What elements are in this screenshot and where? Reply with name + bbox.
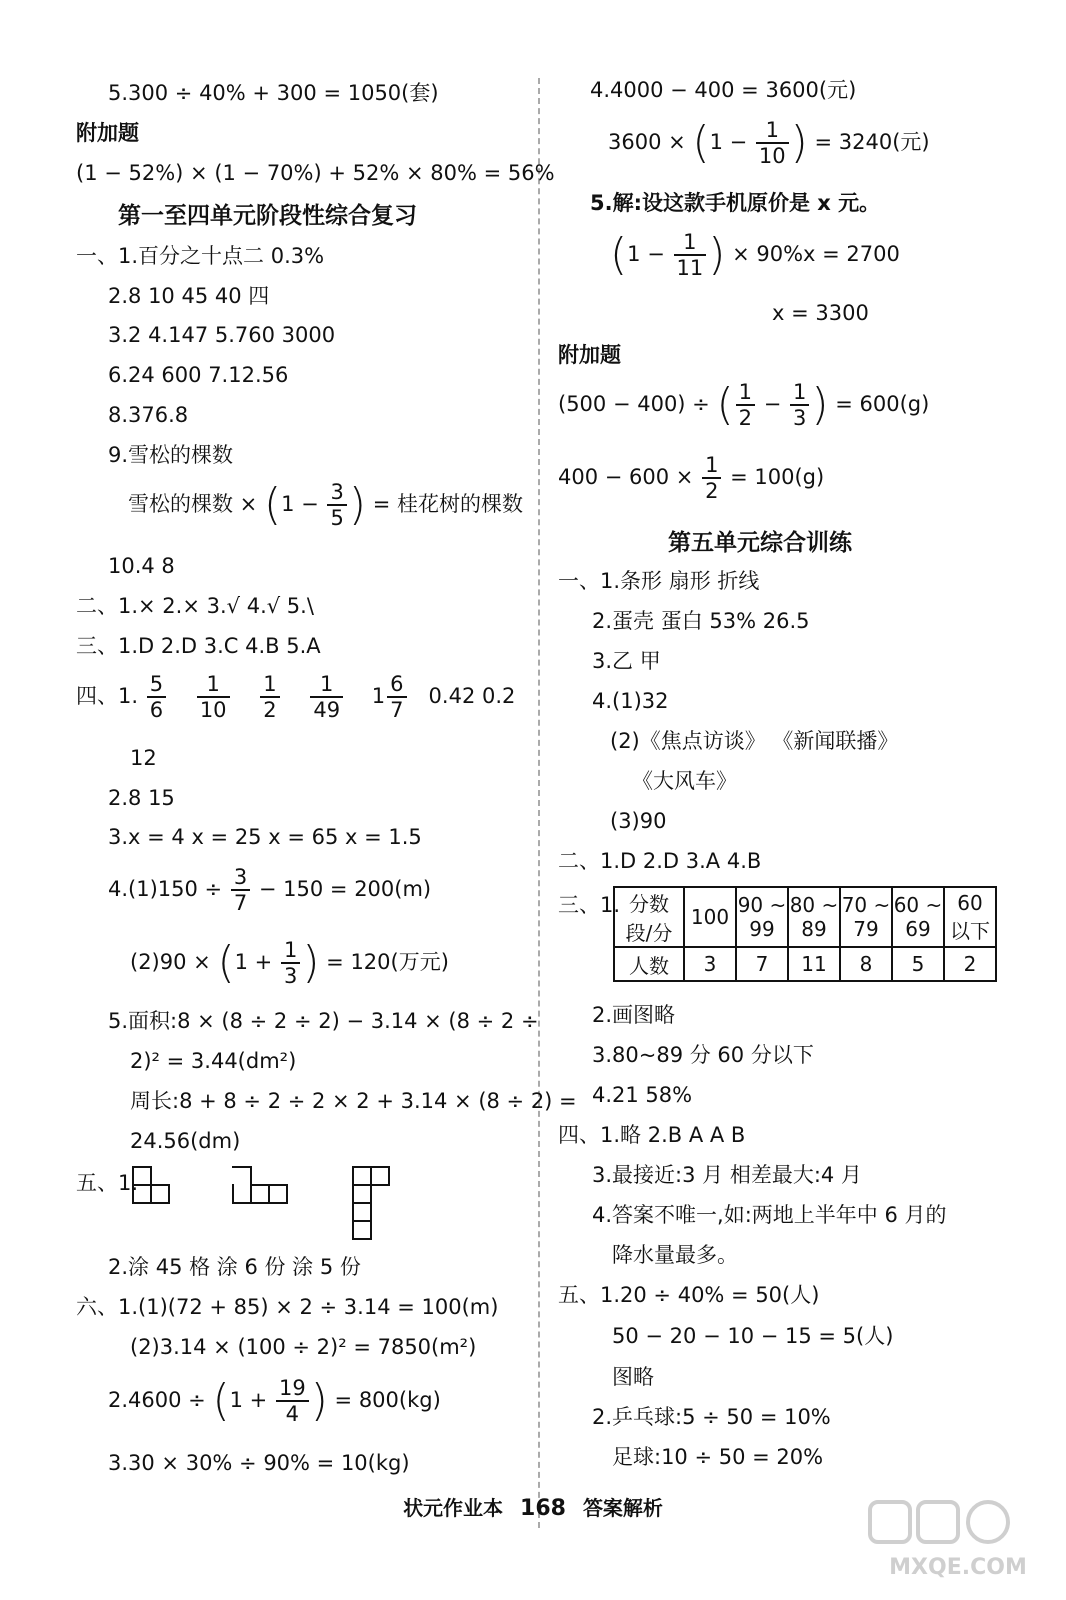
answer-line: 50 − 20 − 10 − 15 = 5(人) (612, 1324, 894, 1348)
table-cell: 7 (736, 947, 788, 981)
answer-line: 4.4000 − 400 = 3600(元) (590, 78, 857, 102)
fraction: $\frac{1}{2}$ (260, 672, 279, 722)
fraction: $\frac{3}{5}$ (327, 480, 346, 530)
answer-line: 24.56(dm) (130, 1129, 241, 1153)
answer-line: 5.300 ÷ 40% + 300 = 1050(套) (108, 81, 439, 105)
fraction: $\frac{3}{7}$ (231, 865, 250, 915)
answer-line: x = 3300 (772, 301, 869, 325)
answer-line: 足球:10 ÷ 50 = 20% (612, 1445, 824, 1469)
answer-line: 周长:8 + 8 ÷ 2 ÷ 2 × 2 + 3.14 × (8 ÷ 2) = (130, 1089, 577, 1113)
answer-line: 六、1.(1)(72 + 85) × 2 ÷ 3.14 = 100(m) (76, 1295, 499, 1319)
grid-shape-2 (232, 1166, 312, 1206)
table-cell: 11 (788, 947, 840, 981)
answer-line: (3)90 (610, 809, 667, 833)
footer-subtitle: 答案解析 (582, 1496, 663, 1520)
answer-line: 2.8 15 (108, 786, 175, 810)
answer-line: 9.雪松的棵数 (108, 443, 234, 467)
answer-line: (1 − 52%) × (1 − 70%) + 52% × 80% = 56% (76, 161, 555, 185)
answer-line: 2.画图略 (592, 1003, 676, 1027)
fraction: $\frac{1}{3}$ (790, 380, 809, 430)
book-title: 状元作业本 (403, 1496, 504, 1520)
answer-line: 6.24 600 7.12.56 (108, 363, 289, 387)
grid-shape-1 (132, 1166, 192, 1206)
equation-line: 4.(1)150 ÷ $\frac{3}{7}$ − 150 = 200(m) (108, 865, 432, 915)
answer-line: 2.8 10 45 40 四 (108, 284, 270, 308)
equation-line: 400 − 600 × $\frac{1}{2}$ = 100(g) (558, 453, 825, 503)
answer-line: 10.4 8 (108, 554, 175, 578)
equation-line: (1 − $\frac{1}{11}$ ) × 90%x = 2700 (610, 229, 900, 280)
table-cell: 8 (840, 947, 892, 981)
answer-line: 《大风车》 (632, 769, 737, 793)
answer-line: 5.解:设这款手机原价是 x 元。 (590, 191, 881, 215)
answer-line: 一、1.百分之十点二 0.3% (76, 244, 325, 268)
answer-line: (2)3.14 × (100 ÷ 2)² = 7850(m²) (130, 1335, 477, 1359)
answer-line: 图略 (612, 1365, 654, 1389)
equation-line: 雪松的棵数 × (1 − $\frac{3}{5}$ ) = 桂花树的棵数 (128, 479, 523, 530)
answer-line: 三、1. (558, 893, 621, 917)
answer-line: 3.x = 4 x = 25 x = 65 x = 1.5 (108, 825, 422, 849)
answer-line: 二、1.× 2.× 3.√ 4.√ 5.\ (76, 594, 314, 618)
answer-line: 12 (130, 746, 157, 770)
table-row (614, 947, 996, 981)
section-title: 第五单元综合训练 (668, 529, 852, 556)
equation-line: 3600 × (1 − $\frac{1}{10}$ ) = 3240(元) (608, 117, 930, 168)
answer-line: 3.乙 甲 (592, 649, 661, 673)
svg-text:MXQE.COM: MXQE.COM (889, 1555, 1027, 1580)
watermark-logo (868, 1500, 1048, 1580)
table-row (614, 887, 996, 947)
answer-line: 4.答案不唯一,如:两地上半年中 6 月的 (592, 1203, 947, 1227)
column-divider (538, 78, 540, 1528)
fraction: $\frac{1}{2}$ (736, 380, 755, 430)
table-cell: 70 ~ 79 (840, 887, 892, 947)
table-cell: 人数 (614, 947, 684, 981)
answer-line: (2)《焦点访谈》 《新闻联播》 (610, 729, 899, 753)
bonus-heading: 附加题 (76, 121, 139, 145)
answer-line: 4.(1)32 (592, 689, 669, 713)
answer-line: 5.面积:8 × (8 ÷ 2 ÷ 2) − 3.14 × (8 ÷ 2 ÷ (108, 1009, 539, 1033)
table-cell: 5 (892, 947, 944, 981)
answer-line: 一、1.条形 扇形 折线 (558, 569, 760, 593)
table-cell: 2 (944, 947, 996, 981)
fraction: $\frac{1}{49}$ (310, 672, 343, 722)
equation-line: (500 − 400) ÷ ( $\frac{1}{2}$ − $\frac{1}{3}$ ) = 600(g) (558, 379, 930, 430)
answer-line: 五、1.20 ÷ 40% = 50(人) (558, 1283, 820, 1307)
answer-line: 4.21 58% (592, 1083, 693, 1107)
table-cell: 3 (684, 947, 736, 981)
answer-line: 四、1.略 2.B A A B (558, 1123, 746, 1147)
section-title: 第一至四单元阶段性综合复习 (118, 202, 417, 229)
answer-line: 2.乒乓球:5 ÷ 50 = 10% (592, 1405, 831, 1429)
answer-line: 五、1. (76, 1171, 139, 1195)
answer-line: 3.80~89 分 60 分以下 (592, 1043, 814, 1067)
bonus-heading: 附加题 (558, 343, 621, 367)
answer-line: 3.2 4.147 5.760 3000 (108, 323, 336, 347)
table-cell: 分数 段/分 (614, 887, 684, 947)
table-cell: 60 以下 (944, 887, 996, 947)
answer-line: 3.最接近:3 月 相差最大:4 月 (592, 1163, 862, 1187)
fraction: $\frac{1}{10}$ (197, 672, 230, 722)
fraction: $\frac{19}{4}$ (276, 1376, 309, 1426)
score-table (613, 886, 997, 982)
answer-line: 2.蛋壳 蛋白 53% 26.5 (592, 609, 810, 633)
answer-line: 8.376.8 (108, 403, 189, 427)
table-cell: 60 ~ 69 (892, 887, 944, 947)
page-number: 168 (520, 1496, 566, 1521)
fraction: $\frac{1}{3}$ (281, 938, 300, 988)
answer-line: 降水量最多。 (612, 1243, 738, 1267)
answer-line: 3.30 × 30% ÷ 90% = 10(kg) (108, 1451, 410, 1475)
fraction: $\frac{5}{6}$ (147, 672, 166, 722)
fraction: $\frac{1}{10}$ (756, 118, 789, 168)
answer-line: 三、1.D 2.D 3.C 4.B 5.A (76, 634, 321, 658)
table-cell: 80 ~ 89 (788, 887, 840, 947)
fraction: $\frac{1}{11}$ (674, 230, 707, 280)
table-cell: 90 ~ 99 (736, 887, 788, 947)
answer-line: 2.涂 45 格 涂 6 份 涂 5 份 (108, 1255, 361, 1279)
table-cell: 100 (684, 887, 736, 947)
answer-line: 2)² = 3.44(dm²) (130, 1049, 297, 1073)
equation-line: 2.4600 ÷ (1 + $\frac{19}{4}$ ) = 800(kg) (108, 1375, 441, 1426)
answer-line: 二、1.D 2.D 3.A 4.B (558, 849, 762, 873)
equation-line: 四、1. $\frac{5}{6}$ $\frac{1}{10}$ $\frac{1}{2}$ $\frac{1}{49}$ 1 $\frac{6}{7}$ 0.42 0.2 (76, 672, 516, 722)
fraction: $\frac{1}{2}$ (702, 453, 721, 503)
fraction: $\frac{6}{7}$ (387, 672, 406, 722)
grid-shape-3 (352, 1166, 412, 1246)
equation-line: (2)90 × (1 + $\frac{1}{3}$ ) = 120(万元) (130, 937, 449, 988)
